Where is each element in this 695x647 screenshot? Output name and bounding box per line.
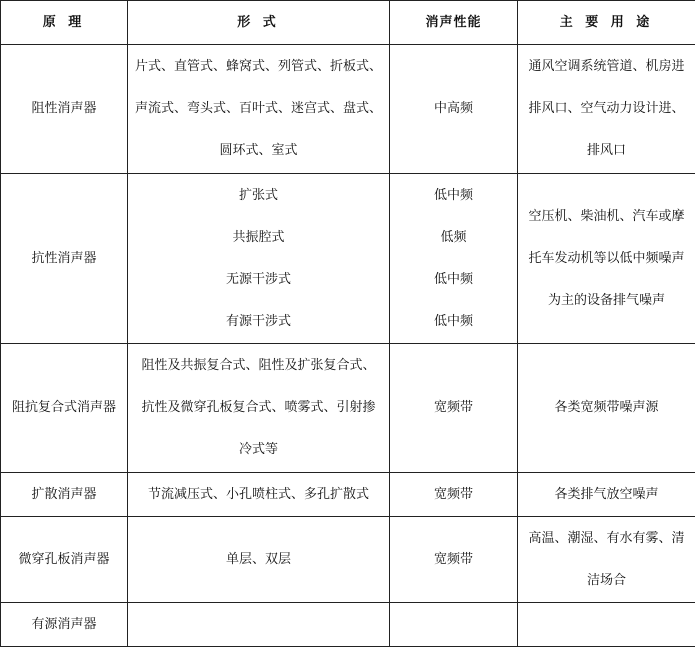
uses-line: 排风口、空气动力设计进、 [522, 88, 691, 130]
table-row [1, 174, 695, 344]
form-line: 圆环式、室式 [132, 130, 385, 172]
form-line: 冷式等 [132, 429, 385, 471]
table-row [1, 45, 695, 174]
performance-cell [390, 174, 518, 344]
form-cell [128, 603, 390, 647]
form-line: 单层、双层 [132, 539, 385, 581]
uses-cell [518, 344, 695, 473]
principle-cell: 阻抗复合式消声器 [1, 344, 128, 473]
table-row [1, 344, 695, 473]
table-row [1, 517, 695, 603]
form-line: 声流式、弯头式、百叶式、迷宫式、盘式、 [132, 88, 385, 130]
uses-cell [518, 517, 695, 603]
performance-line: 低中频 [394, 259, 513, 301]
header-performance: 消声性能 [390, 1, 518, 45]
form-cell [128, 45, 390, 174]
form-line: 抗性及微穿孔板复合式、喷雾式、引射掺 [132, 387, 385, 429]
uses-line: 空压机、柴油机、汽车或摩 [522, 196, 691, 238]
performance-cell [390, 45, 518, 174]
form-line: 共振腔式 [132, 217, 385, 259]
form-cell [128, 344, 390, 473]
uses-cell [518, 473, 695, 517]
principle-cell: 微穿孔板消声器 [1, 517, 128, 603]
performance-line: 宽频带 [394, 387, 513, 429]
form-line: 无源干涉式 [132, 259, 385, 301]
form-cell [128, 174, 390, 344]
performance-line: 低频 [394, 217, 513, 259]
uses-line: 通风空调系统管道、机房进 [522, 46, 691, 88]
performance-cell [390, 603, 518, 647]
uses-line: 为主的设备排气噪声 [522, 280, 691, 322]
principle-cell: 有源消声器 [1, 603, 128, 647]
uses-cell [518, 174, 695, 344]
performance-line: 低中频 [394, 175, 513, 217]
principle-cell: 阻性消声器 [1, 45, 128, 174]
table-row [1, 473, 695, 517]
principle-cell: 扩散消声器 [1, 473, 128, 517]
form-line: 阻性及共振复合式、阻性及扩张复合式、 [132, 345, 385, 387]
uses-cell [518, 603, 695, 647]
performance-line: 宽频带 [394, 474, 513, 516]
performance-cell [390, 344, 518, 473]
form-line: 片式、直管式、蜂窝式、列管式、折板式、 [132, 46, 385, 88]
performance-cell [390, 473, 518, 517]
uses-line: 洁场合 [522, 560, 691, 602]
performance-line: 低中频 [394, 301, 513, 343]
uses-line: 各类排气放空噪声 [522, 474, 691, 516]
uses-line: 托车发动机等以低中频噪声 [522, 238, 691, 280]
form-line: 有源干涉式 [132, 301, 385, 343]
uses-line: 高温、潮湿、有水有雾、清 [522, 518, 691, 560]
header-row [1, 1, 695, 45]
form-line: 节流减压式、小孔喷柱式、多孔扩散式 [132, 474, 385, 516]
performance-line: 中高频 [394, 88, 513, 130]
form-cell [128, 473, 390, 517]
form-line: 扩张式 [132, 175, 385, 217]
table-row [1, 603, 695, 647]
performance-cell [390, 517, 518, 603]
uses-cell [518, 45, 695, 174]
header-principle: 原 理 [1, 1, 128, 45]
principle-cell: 抗性消声器 [1, 174, 128, 344]
performance-line: 宽频带 [394, 539, 513, 581]
header-form: 形 式 [128, 1, 390, 45]
header-uses: 主 要 用 途 [518, 1, 695, 45]
form-cell [128, 517, 390, 603]
uses-line: 各类宽频带噪声源 [522, 387, 691, 429]
uses-line: 排风口 [522, 130, 691, 172]
